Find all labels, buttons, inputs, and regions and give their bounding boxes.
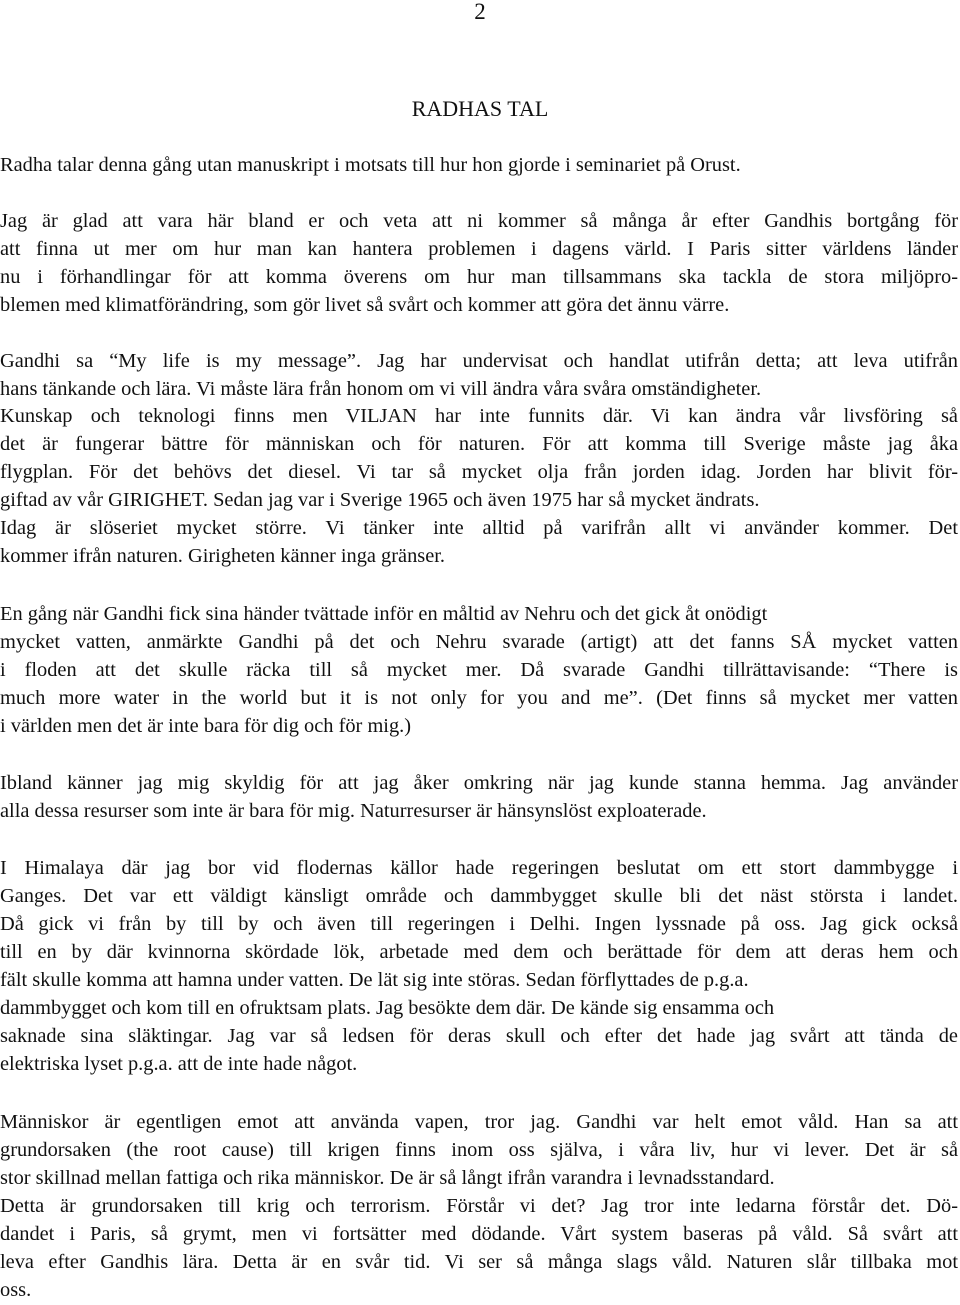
text-line: much more water in the world but it is not only for you and me”. (Det finns så mycket mer vatten — [0, 687, 958, 709]
text-line: dammbygget och kom till en ofruktsam plats. Jag besökte dem där. De kände sig ensamma och — [0, 997, 775, 1019]
text-line: Detta är grundorsaken till krig och terrorism. Förstår vi det? Jag tror inte ledarna förstår det. Dö- — [0, 1195, 958, 1217]
text-line: Kunskap och teknologi finns men VILJAN har inte funnits där. Vi kan ändra vår livsföring så — [0, 405, 958, 427]
text-line: i floden att det skulle räcka till så mycket mer. Då svarade Gandhi tillrättavisande: “There is — [0, 659, 958, 681]
text-line: Ganges. Det var ett väldigt känsligt område och dammbygget skulle bli det näst största i landet. — [0, 885, 958, 907]
text-line: Jag är glad att vara här bland er och veta att ni kommer så många år efter Gandhis bortgång för — [0, 210, 958, 232]
text-line: fält skulle komma att hamna under vatten. De lät sig inte störas. Sedan förflyttades de p.g.a. — [0, 969, 749, 991]
text-line: att finna ut mer om hur man kan hantera problemen i dagens värld. I Paris sitter världens länder — [0, 238, 958, 260]
text-line: kommer ifrån naturen. Girigheten känner inga gränser. — [0, 545, 446, 567]
text-line: mycket vatten, anmärkte Gandhi på det och Nehru svarade (artigt) att det fanns SÅ mycket vatten — [0, 631, 958, 653]
text-line: flygplan. För det behövs det diesel. Vi tar så mycket olja från jorden idag. Jorden har blivit för- — [0, 461, 958, 483]
text-line: giftad av vår GIRIGHET. Sedan jag var i Sverige 1965 och även 1975 har så mycket ändrats. — [0, 489, 760, 511]
text-line: Radha talar denna gång utan manuskript i motsats till hur hon gjorde i seminariet på Orust. — [0, 154, 741, 176]
text-line: elektriska lyset p.g.a. att de inte hade något. — [0, 1053, 358, 1075]
text-line: alla dessa resurser som inte är bara för mig. Naturresurser är hänsynslöst exploaterade. — [0, 800, 707, 822]
text-line: saknade sina släktingar. Jag var så ledsen för deras skull och efter det hade jag svårt att tända de — [0, 1025, 958, 1047]
text-line: hans tänkande och lära. Vi måste lära från honom om vi vill ändra våra svåra omständigheter. — [0, 378, 762, 400]
text-line: stor skillnad mellan fattiga och rika människor. De är så långt ifrån varandra i levnadsstandard. — [0, 1167, 775, 1189]
page-title: RADHAS TAL — [411, 96, 549, 121]
page-number: 2 — [474, 0, 486, 24]
text-line: Ibland känner jag mig skyldig för att jag åker omkring när jag kunde stanna hemma. Jag använder — [0, 772, 958, 794]
text-line: Då gick vi från by till by och även till regeringen i Delhi. Ingen lyssnade på oss. Jag gick också — [0, 913, 958, 935]
text-line: dandet i Paris, så grymt, men vi fortsätter med dödande. Vårt system baseras på våld. Så svårt att — [0, 1223, 958, 1245]
text-line: leva efter Gandhis lära. Detta är en svår tid. Vi ser så många slags våld. Naturen slår tillbaka mot — [0, 1251, 958, 1273]
text-line: det är fungerar bättre för människan och för naturen. För att komma till Sverige måste jag åka — [0, 433, 958, 455]
text-line: oss. — [0, 1279, 32, 1301]
text-line: grundorsaken (the root cause) till krigen finns inom oss själva, i våra liv, hur vi lever. Det är så — [0, 1139, 958, 1161]
text-line: till en by där kvinnorna skördade lök, arbetade med dem och berättade för dem att deras hem och — [0, 941, 958, 963]
text-line: blemen med klimatförändring, som gör livet så svårt och kommer att göra det ännu värre. — [0, 294, 730, 316]
text-line: En gång när Gandhi fick sina händer tvättade inför en måltid av Nehru och det gick åt onödigt — [0, 603, 768, 625]
text-line: Gandhi sa “My life is my message”. Jag har undervisat och handlat utifrån detta; att leva utifrån — [0, 350, 958, 372]
text-line: Idag är slöseriet mycket större. Vi tänker inte alltid på varifrån allt vi använder kommer. Det — [0, 517, 958, 539]
text-line: Människor är egentligen emot att använda vapen, tror jag. Gandhi var helt emot våld. Han sa att — [0, 1111, 958, 1133]
text-line: nu i förhandlingar för att komma överens om hur man tillsammans ska tackla de stora miljöpro- — [0, 266, 958, 288]
text-line: i världen men det är inte bara för dig och för mig.) — [0, 715, 412, 737]
text-line: I Himalaya där jag bor vid flodernas källor hade regeringen beslutat om ett stort dammbygge i — [0, 857, 958, 879]
